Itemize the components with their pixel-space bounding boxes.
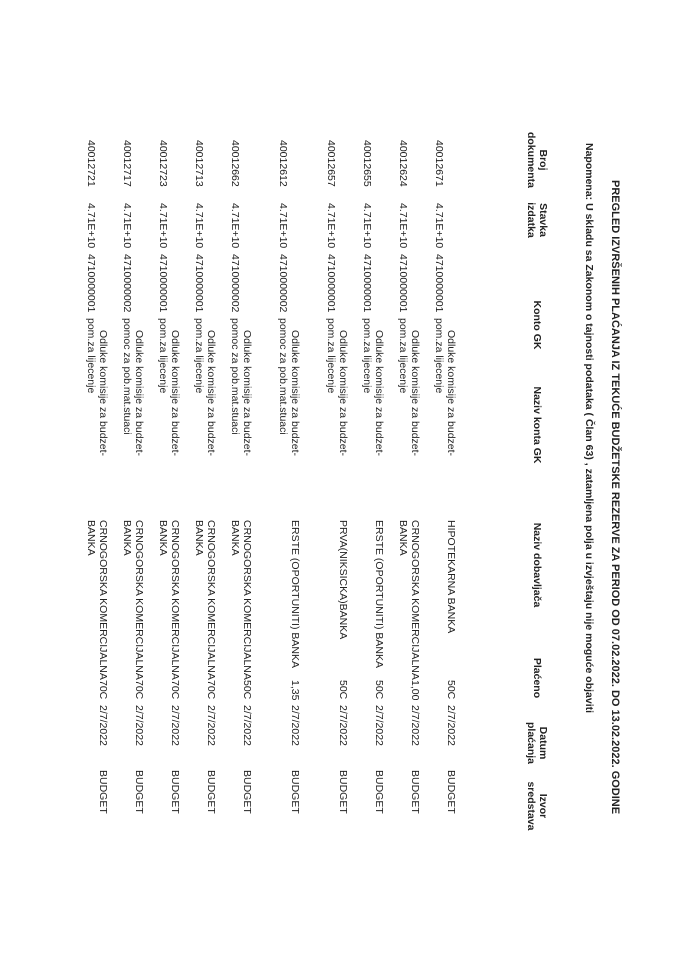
cell-placeno: 70C [97, 680, 109, 700]
cell-stavka-izdatka: 4.71E+10 [361, 203, 373, 249]
cell-stavka-izdatka: 4.71E+10 [229, 203, 241, 249]
cell-broj-dokumenta: 40012624 [397, 140, 409, 187]
cell-izvor-sredstava: BUDGET [205, 770, 217, 814]
cell-broj-dokumenta: 40012657 [325, 140, 337, 187]
cell-izvor-sredstava: BUDGET [445, 770, 457, 814]
cell-broj-dokumenta: 40012662 [229, 140, 241, 187]
cell-placeno: 50C [337, 680, 349, 700]
cell-naziv-konta-line1: Odluke komisije za budzet- [133, 330, 145, 457]
cell-dobavljac-line2: BANKA [193, 520, 205, 556]
cell-izvor-sredstava: BUDGET [409, 770, 421, 814]
cell-naziv-konta-line2: pom.za lijecenje [361, 318, 373, 394]
cell-izvor-sredstava: BUDGET [97, 770, 109, 814]
cell-broj-dokumenta: 40012671 [433, 140, 445, 187]
cell-naziv-konta-line1: Odluke komisije za budzet- [337, 330, 349, 457]
cell-placeno: 50C [445, 680, 457, 700]
cell-naziv-konta-line1: Odluke komisije za budzet- [289, 330, 301, 457]
cell-dobavljac-line1: HIPOTEKARNA BANKA [445, 520, 457, 634]
cell-naziv-konta-line2: pom.za lijecenje [193, 318, 205, 394]
cell-naziv-konta-line1: Odluke komisije za budzet- [169, 330, 181, 457]
header-izvor-sredstava: Izvor sredstava [525, 781, 549, 831]
header-placeno: Plaćeno [531, 657, 543, 699]
cell-konto-gk: 4710000001 [433, 254, 445, 313]
cell-dobavljac-line2: BANKA [157, 520, 169, 556]
cell-dobavljac-line1: CRNOGORSKA KOMERCIJALNA [409, 520, 421, 680]
cell-konto-gk: 4710000001 [157, 254, 169, 313]
cell-konto-gk: 4710000001 [85, 254, 97, 313]
report-title: PREGLED IZVRŠENIH PLAĆANJA IZ TEKUĆE BUDŽETSKE REZERVE ZA PERIOD OD 07.02.2022. DO 13.02.2022. GODINE [609, 180, 621, 815]
cell-konto-gk: 4710000001 [397, 254, 409, 313]
cell-izvor-sredstava: BUDGET [241, 770, 253, 814]
cell-datum-placanja: 2/7/2022 [445, 705, 457, 746]
cell-datum-placanja: 2/7/2022 [373, 705, 385, 746]
cell-naziv-konta-line2: pomoc za pob.mat.stuaci [229, 318, 241, 435]
cell-izvor-sredstava: BUDGET [133, 770, 145, 814]
cell-stavka-izdatka: 4.71E+10 [325, 203, 337, 249]
cell-naziv-konta-line1: Odluke komisije za budzet- [241, 330, 253, 457]
cell-dobavljac-line2: BANKA [229, 520, 241, 556]
cell-konto-gk: 4710000002 [121, 254, 133, 313]
cell-naziv-konta-line1: Odluke komisije za budzet- [409, 330, 421, 457]
cell-konto-gk: 4710000001 [325, 254, 337, 313]
cell-broj-dokumenta: 40012655 [361, 140, 373, 187]
header-naziv-konta-gk: Naziv konta GK [531, 386, 543, 464]
cell-stavka-izdatka: 4.71E+10 [85, 203, 97, 249]
cell-datum-placanja: 2/7/2022 [97, 705, 109, 746]
privacy-note: Napomena: U skladu sa Zakonom o tajnosti podataka ( Član 63) , zatamljena polja u izvještaju nije moguće objaviti [583, 143, 595, 714]
cell-broj-dokumenta: 40012723 [157, 140, 169, 187]
cell-naziv-konta-line1: Odluke komisije za budzet- [445, 330, 457, 457]
cell-dobavljac-line1: ERSTE (OPORTUNITI) BANKA [289, 520, 301, 668]
cell-naziv-konta-line2: pomoc za pob.mat.stuaci [121, 318, 133, 435]
cell-broj-dokumenta: 40012717 [121, 140, 133, 187]
header-stavka-izdatka: Stavka izdatka [525, 202, 549, 238]
cell-broj-dokumenta: 40012721 [85, 140, 97, 187]
cell-dobavljac-line1: PRVA(NIKSICKA)BANKA [337, 520, 349, 640]
cell-izvor-sredstava: BUDGET [169, 770, 181, 814]
cell-naziv-konta-line2: pom.za lijecenje [157, 318, 169, 394]
cell-dobavljac-line2: BANKA [121, 520, 133, 556]
cell-konto-gk: 4710000002 [277, 254, 289, 313]
cell-dobavljac-line2: BANKA [85, 520, 97, 556]
cell-dobavljac-line1: ERSTE (OPORTUNITI) BANKA [373, 520, 385, 668]
cell-broj-dokumenta: 40012713 [193, 140, 205, 187]
cell-izvor-sredstava: BUDGET [289, 770, 301, 814]
cell-konto-gk: 4710000001 [193, 254, 205, 313]
cell-placeno: 70C [169, 680, 181, 700]
header-naziv-dobavljaca: Naziv dobavljača [531, 522, 543, 608]
cell-naziv-konta-line2: pom.za lijecenje [85, 318, 97, 394]
cell-dobavljac-line1: CRNOGORSKA KOMERCIJALNA [241, 520, 253, 680]
cell-broj-dokumenta: 40012612 [277, 140, 289, 187]
cell-dobavljac-line1: CRNOGORSKA KOMERCIJALNA [169, 520, 181, 680]
cell-izvor-sredstava: BUDGET [373, 770, 385, 814]
header-datum-placanja: Datum plaćanja [525, 721, 549, 765]
cell-dobavljac-line1: CRNOGORSKA KOMERCIJALNA [97, 520, 109, 680]
cell-datum-placanja: 2/7/2022 [133, 705, 145, 746]
cell-naziv-konta-line2: pom.za lijecenje [397, 318, 409, 394]
cell-placeno: 70C [133, 680, 145, 700]
cell-stavka-izdatka: 4.71E+10 [397, 203, 409, 249]
cell-datum-placanja: 2/7/2022 [409, 705, 421, 746]
cell-stavka-izdatka: 4.71E+10 [277, 203, 289, 249]
cell-datum-placanja: 2/7/2022 [205, 705, 217, 746]
cell-naziv-konta-line2: pomoc za pob.mat.stuaci [277, 318, 289, 435]
cell-stavka-izdatka: 4.71E+10 [121, 203, 133, 249]
cell-naziv-konta-line1: Odluke komisije za budzet- [373, 330, 385, 457]
cell-datum-placanja: 2/7/2022 [289, 705, 301, 746]
cell-konto-gk: 4710000001 [361, 254, 373, 313]
cell-placeno: 1,35 [289, 680, 301, 701]
cell-konto-gk: 4710000002 [229, 254, 241, 313]
cell-dobavljac-line1: CRNOGORSKA KOMERCIJALNA [205, 520, 217, 680]
cell-datum-placanja: 2/7/2022 [241, 705, 253, 746]
cell-dobavljac-line1: CRNOGORSKA KOMERCIJALNA [133, 520, 145, 680]
cell-dobavljac-line2: BANKA [397, 520, 409, 556]
cell-datum-placanja: 2/7/2022 [337, 705, 349, 746]
cell-stavka-izdatka: 4.71E+10 [157, 203, 169, 249]
cell-placeno: 70C [205, 680, 217, 700]
cell-naziv-konta-line2: pom.za lijecenje [325, 318, 337, 394]
cell-stavka-izdatka: 4.71E+10 [433, 203, 445, 249]
cell-placeno: 1,00 [409, 680, 421, 701]
cell-izvor-sredstava: BUDGET [337, 770, 349, 814]
cell-placeno: 50C [241, 680, 253, 700]
cell-stavka-izdatka: 4.71E+10 [193, 203, 205, 249]
cell-placeno: 50C [373, 680, 385, 700]
cell-naziv-konta-line1: Odluke komisije za budzet- [205, 330, 217, 457]
header-konto-gk: Konto GK [531, 300, 543, 350]
cell-datum-placanja: 2/7/2022 [169, 705, 181, 746]
cell-naziv-konta-line2: pom.za lijecenje [433, 318, 445, 394]
header-broj-dokumenta: Broj dokumenta [525, 131, 549, 188]
cell-naziv-konta-line1: Odluke komisije za budzet- [97, 330, 109, 457]
